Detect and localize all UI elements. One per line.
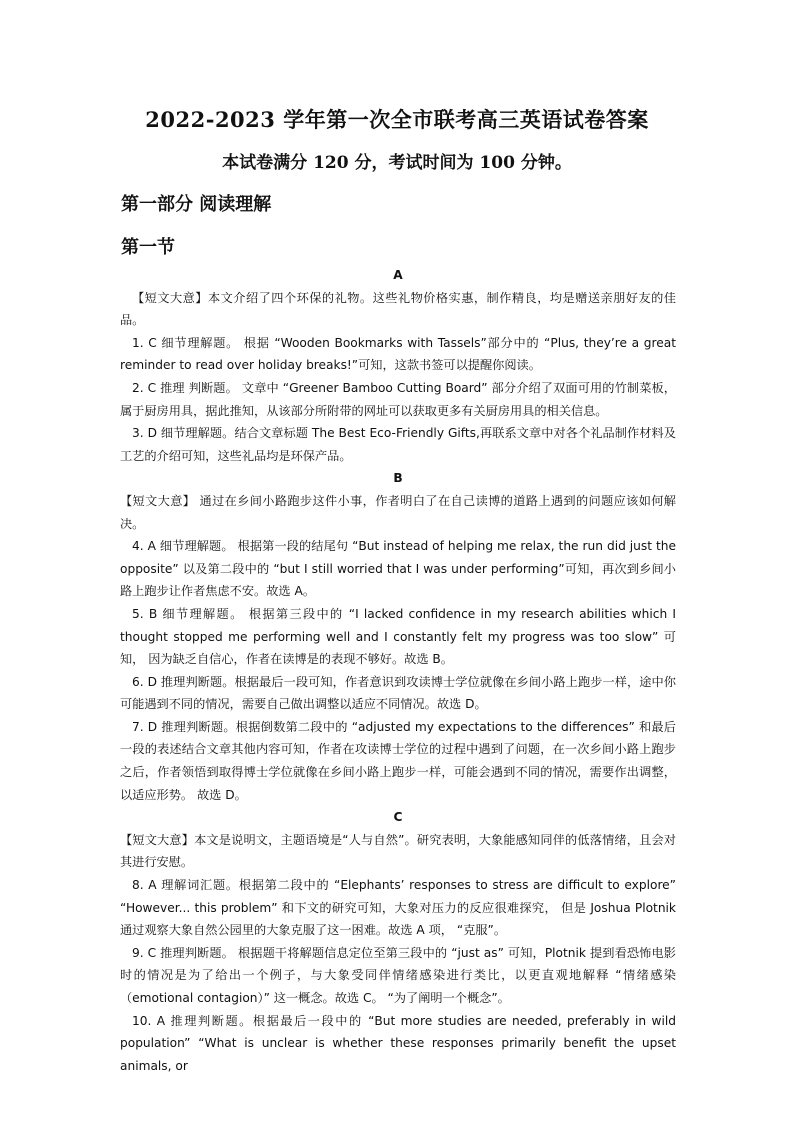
- answer-9: 9. C 推理判断题。 根据题干将解题信息定位至第三段中的 “just as” 可知，Plotnik 提到看恐怖电影时的情况是为了给出一个例子，与大象受同伴情绪感染进行类比，以更直观地解释 “情绪感染（emotional contagion）” 这一概念。故选 C。 “为了阐明一个概念”。: [120, 945, 676, 1005]
- answer-2: 2. C 推理 判断题。 文章中 “Greener Bamboo Cutting Board” 部分介绍了双面可用的竹制菜板，属于厨房用具，据此推知，从该部分所附带的网址可以获取更多有关厨房用具的相关信息。: [120, 380, 676, 418]
- passage-letter-c: C: [393, 810, 403, 825]
- part-heading: 第一部分 阅读理解: [121, 194, 272, 215]
- exam-info: 本试卷满分 120 分，考试时间为 100 分钟。: [222, 153, 572, 173]
- passage-summary-a: 【短文大意】本文介绍了四个环保的礼物。这些礼物价格实惠，制作精良，均是赠送亲朋好友的佳品。: [120, 290, 676, 328]
- answer-4: 4. A 细节理解题。 根据第一段的结尾句 “But instead of helping me relax, the run did just the opposite” 以及第二段中的 “but I still worried that I was under performing”可知，再次到乡间小路上跑步让作者焦虑不安。故选 A。: [120, 539, 676, 599]
- answer-5: 5. B 细节理解题。 根据第三段中的 “I lacked confidence in my research abilities which I thought stopped me performing well and I constantly felt my progress was too slow” 可知， 因为缺乏自信心，作者在读博是的表现不够好。故选 B。: [120, 606, 676, 667]
- answer-6: 6. D 推理判断题。根据最后一段可知，作者意识到攻读博士学位就像在乡间小路上跑步一样，途中你可能遇到不同的情况，需要自己做出调整以适应不同情况。故选 D。: [120, 674, 676, 712]
- answer-8: 8. A 理解词汇题。根据第二段中的 “Elephants’ responses to stress are difficult to explore” “However... this problem” 和下文的研究可知，大象对压力的反应很难探究， 但是 Joshua Plotnik 通过观察大象自然公园里的大象克服了这一困难。故选 A 项， “克服”。: [120, 878, 676, 938]
- section-heading: 第一节: [121, 237, 175, 258]
- answer-7: 7. D 推理判断题。根据倒数第二段中的 “adjusted my expectations to the differences” 和最后一段的表述结合文章其他内容可知，作者在攻读博士学位的过程中遇到了问题，在一次乡间小路上跑步之后，作者领悟到取得博士学位就像在乡间小路上跑步一样，可能会遇到不同的情况，需要作出调整，以适应形势。 故选 D。: [120, 719, 676, 802]
- passage-summary-b: 【短文大意】 通过在乡间小路跑步这件小事，作者明白了在自己读博的道路上遇到的问题应该如何解决。: [120, 493, 676, 531]
- answer-3: 3. D 细节理解题。结合文章标题 The Best Eco-Friendly Gifts,再联系文章中对各个礼品制作材料及工艺的介绍可知，这些礼品均是环保产品。: [120, 426, 676, 463]
- answer-1: 1. C 细节理解题。 根据 “Wooden Bookmarks with Tassels”部分中的 “Plus, they’re a great reminder to read over holiday breaks!”可知，这款书签可以提醒你阅读。: [120, 335, 676, 373]
- answer-10: 10. A 推理判断题。根据最后一段中的 “But more studies are needed, preferably in wild population” “What is unclear is whether these responses primarily benefit the upset animals, or: [120, 1013, 676, 1073]
- document-title: 2022-2023 学年第一次全市联考高三英语试卷答案: [145, 107, 649, 132]
- passage-letter-a: A: [393, 268, 403, 282]
- passage-letter-b: B: [393, 471, 403, 486]
- passage-summary-c: 【短文大意】本文是说明文，主题语境是“人与自然”。研究表明，大象能感知同伴的低落情绪，且会对其进行安慰。: [120, 832, 676, 870]
- answer-content: [120, 264, 676, 1077]
